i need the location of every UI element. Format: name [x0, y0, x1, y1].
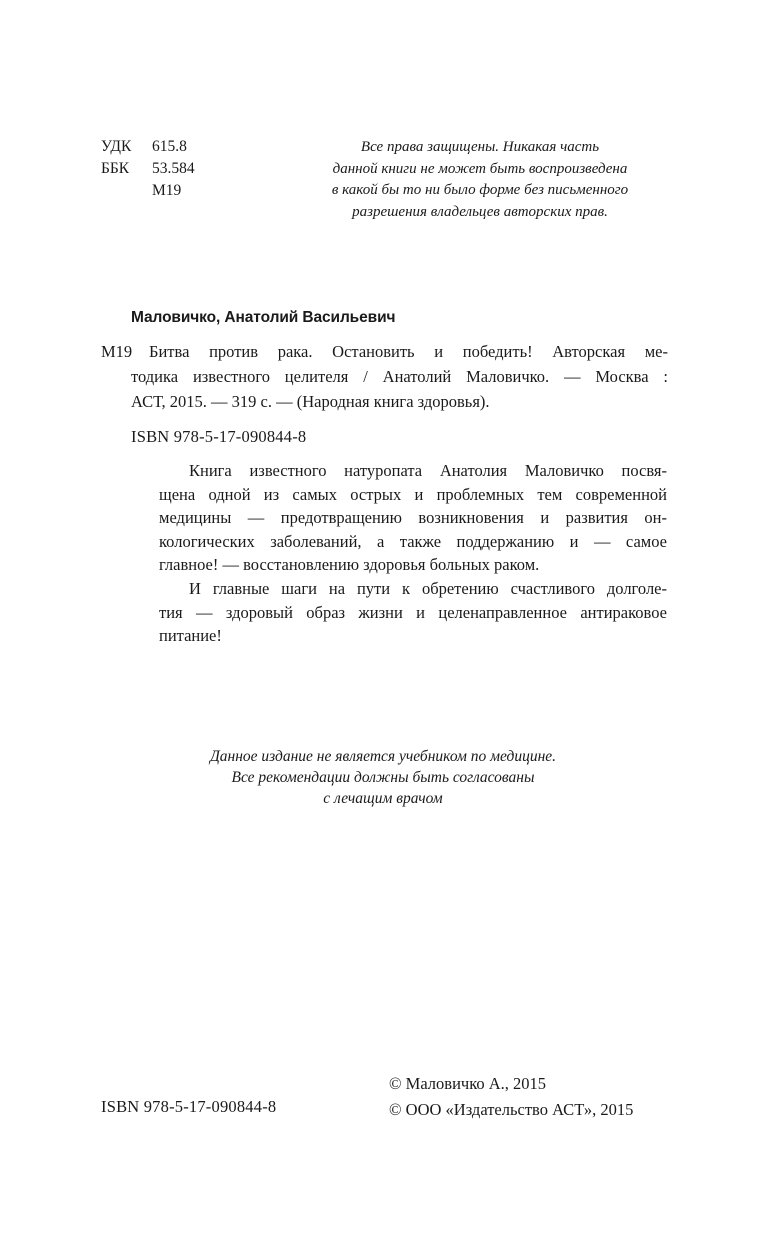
- bibliographic-line: [101, 339, 668, 364]
- annotation: [159, 459, 667, 648]
- rights-notice: [300, 137, 660, 223]
- bibliographic-line: АСТ, 2015. — 319 с. — (Народная книга здоровья).: [131, 392, 490, 411]
- classification-value: М19: [152, 182, 182, 199]
- annotation-line: медицины — предотвращению возникновения и развития он-: [159, 508, 667, 528]
- classification-code: [101, 180, 152, 202]
- classification-value: 615.8: [152, 138, 187, 155]
- copyright-line: © ООО «Издательство АСТ», 2015: [389, 1100, 634, 1119]
- medical-disclaimer: [150, 746, 616, 809]
- bibliographic-line-text: Битва против рака. Остановить и победить! Авторская ме-: [149, 342, 668, 361]
- rights-notice-line: в какой бы то ни было форме без письменного: [331, 182, 629, 198]
- rights-notice-line: разрешения владельцев авторских прав.: [352, 203, 608, 220]
- classification-block: [101, 136, 195, 202]
- rights-notice-line: Все права защищены. Никакая часть: [360, 139, 600, 155]
- annotation-line: главное! — восстановлению здоровья больных раком.: [159, 555, 540, 575]
- annotation-line: Книга известного натуропата Анатолия Маловичко посвя-: [189, 461, 667, 480]
- bibliographic-code: М19: [101, 342, 133, 361]
- classification-value: 53.584: [152, 160, 195, 177]
- annotation-line: И главные шаги на пути к обретению счастливого долголе-: [189, 578, 667, 598]
- disclaimer-line: Все рекомендации должны быть согласованы: [231, 769, 535, 786]
- disclaimer-line: Данное издание не является учебником по медицине.: [209, 748, 557, 765]
- copyright-line: © Маловичко А., 2015: [389, 1074, 547, 1093]
- isbn-main: ISBN 978-5-17-090844-8: [131, 427, 307, 446]
- classification-row-bbk: [101, 158, 195, 180]
- copyright-block: [389, 1071, 633, 1123]
- annotation-line: щена одной из самых острых и проблемных тем современной: [159, 484, 667, 504]
- rights-notice-line: данной книги не может быть воспроизведена: [332, 160, 628, 177]
- disclaimer-line: с лечащим врачом: [323, 790, 443, 807]
- bibliographic-record: [101, 339, 668, 414]
- annotation-line: питание!: [159, 626, 222, 646]
- bibliographic-line-text: тодика известного целителя / Анатолий Маловичко. — Москва :: [131, 367, 668, 386]
- classification-row-udk: [101, 136, 195, 158]
- annotation-line: тия — здоровый образ жизни и целенаправленное антираковое: [159, 602, 667, 622]
- classification-row-author-mark: [101, 180, 195, 202]
- isbn-bottom: ISBN 978-5-17-090844-8: [101, 1097, 277, 1116]
- annotation-line: кологических заболеваний, а также поддержанию и — самое: [159, 531, 667, 551]
- bibliographic-line: [101, 364, 668, 389]
- author-heading: Маловичко, Анатолий Васильевич: [131, 309, 396, 326]
- classification-code: УДК: [101, 138, 132, 155]
- classification-code: ББК: [101, 160, 130, 177]
